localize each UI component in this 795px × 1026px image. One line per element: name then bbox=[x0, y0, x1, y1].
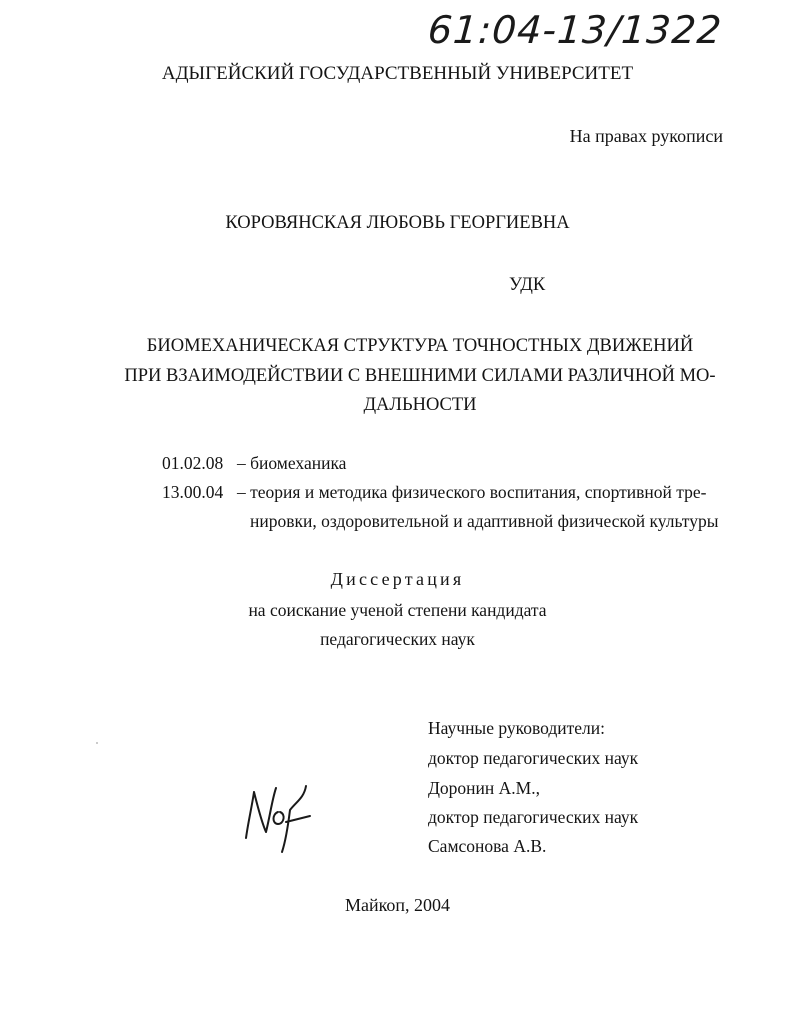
specialty-description: – биомеханика bbox=[237, 453, 347, 473]
university-name: АДЫГЕЙСКИЙ ГОСУДАРСТВЕННЫЙ УНИВЕРСИТЕТ bbox=[161, 63, 634, 84]
archive-number: 61:04-13/1322 bbox=[426, 8, 724, 52]
title-line-1: БИОМЕХАНИЧЕСКАЯ СТРУКТУРА ТОЧНОСТНЫХ ДВИЖЕНИЙ bbox=[146, 336, 694, 356]
specialty-description: – теория и методика физического воспитания, спортивной тре- bbox=[237, 482, 707, 502]
degree-line: на соискание ученой степени кандидата bbox=[248, 600, 547, 620]
supervisor-degree: доктор педагогических наук bbox=[428, 748, 639, 768]
title-line-3: ДАЛЬНОСТИ bbox=[363, 395, 477, 415]
dissertation-title bbox=[120, 332, 720, 421]
supervisor-degree: доктор педагогических наук bbox=[428, 807, 639, 827]
city-year: Майкоп, 2004 bbox=[344, 895, 451, 915]
supervisor-name: Доронин А.М., bbox=[428, 778, 540, 798]
specialty-code: 13.00.04 bbox=[162, 482, 224, 502]
specialty-description-continued: нировки, оздоровительной и адаптивной физической культуры bbox=[250, 511, 719, 531]
signature-mark bbox=[232, 768, 322, 858]
field-line: педагогических наук bbox=[320, 629, 475, 649]
scan-speck bbox=[96, 742, 98, 744]
rights-note: На правах рукописи bbox=[569, 126, 723, 146]
supervisor-name: Самсонова А.В. bbox=[428, 836, 547, 856]
specialty-code: 01.02.08 bbox=[162, 453, 224, 473]
author-name: КОРОВЯНСКАЯ ЛЮБОВЬ ГЕОРГИЕВНА bbox=[225, 213, 570, 233]
udk-label: УДК bbox=[509, 275, 546, 295]
title-line-2: ПРИ ВЗАИМОДЕЙСТВИИ С ВНЕШНИМИ СИЛАМИ РАЗЛИЧНОЙ МО- bbox=[124, 365, 716, 386]
dissertation-heading: Диссертация bbox=[330, 569, 465, 589]
supervisors-heading: Научные руководители: bbox=[428, 718, 605, 738]
